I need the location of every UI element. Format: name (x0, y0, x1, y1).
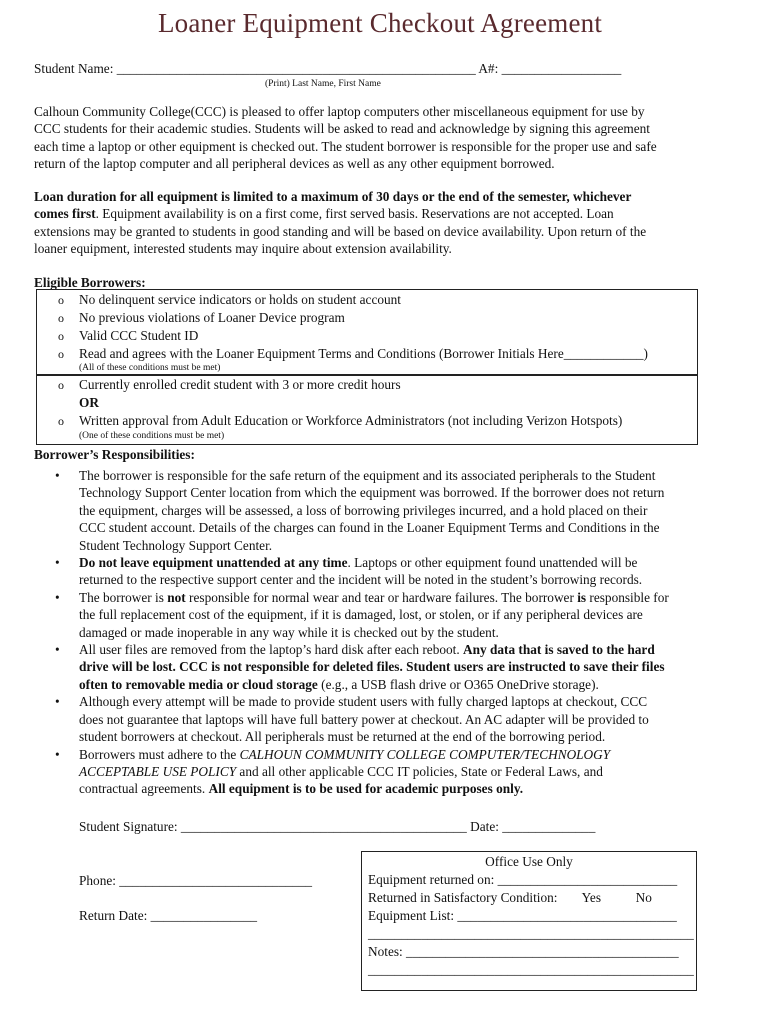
satisfactory-condition-row: Returned in Satisfactory Condition: Yes No (368, 890, 652, 905)
list-item: • Borrowers must adhere to the CALHOUN COMMUNITY COLLEGE COMPUTER/TECHNOLOGY ACCEPTABLE USE POLICY and all other applicable CCC IT policies, State or Federal Laws, and contractual agreements. All equipment is to be used for academic purposes only. (55, 746, 611, 797)
yes-option[interactable]: Yes (581, 890, 601, 905)
eligible-item: o No delinquent service indicators or holds on student account (58, 292, 402, 307)
page-title: Loaner Equipment Checkout Agreement (157, 8, 603, 38)
notes-blank[interactable]: _________________________________________________ (368, 962, 694, 977)
bullet-icon: • (55, 589, 60, 605)
list-item: • Although every attempt will be made to provide student users with fully charged laptops at checkout, CCC does not guarantee that laptops will have full battery power at checkout. An AC adapter will be provided to student borrowers at checkout. All peripherals must be returned at the end of the borrowing period. (55, 694, 649, 745)
equipment-returned-field[interactable]: Equipment returned on: ___________________________ (368, 872, 678, 887)
intro-line: CCC students for their academic studies. Students will be asked to read and acknowledge by signing this agreement (34, 121, 650, 137)
list-item: • The borrower is not responsible for normal wear and tear or hardware failures. The borrower is responsible for the full replacement cost of the equipment, if it is damaged, lost, or stolen, or if any peripheral devices are damaged or made inoperable in any way while it is checked out by the student. (55, 589, 669, 640)
bullet-icon: • (55, 468, 60, 483)
eligible-item: o No previous violations of Loaner Device program (58, 310, 345, 325)
group-1-note: (All of these conditions must be met) (79, 363, 221, 373)
office-use-box (361, 851, 697, 991)
notes-field[interactable]: Notes: _________________________________________ (368, 944, 679, 959)
bullet-icon: • (55, 555, 60, 571)
loan-text: . Equipment availability is on a first come, first served basis. Reservations are not accepted. Loan (95, 206, 614, 222)
bullet-icon: o (58, 311, 64, 325)
or-label: OR (79, 395, 99, 410)
list-item: • Do not leave equipment unattended at any time. Laptops or other equipment found unattended will be returned to the respective support center and the incident will be noted in the student’s borrowing records. (55, 555, 643, 588)
student-name-hint: (Print) Last Name, First Name (265, 79, 381, 89)
return-date-field[interactable]: Return Date: ________________ (79, 908, 258, 923)
list-item: • All user files are removed from the laptop’s hard disk after each reboot. Any data that is saved to the hard drive will be lost. CCC is not responsible for deleted files. Student users are instructed to save their files often to removable media or cloud storage (e.g., a USB flash drive or O365 OneDrive storage). (55, 642, 665, 692)
eligible-item: o Currently enrolled credit student with 3 or more credit hours (58, 377, 401, 392)
loan-text: extensions may be granted to students in good standing and will be based on device availability. Upon return of the (34, 223, 647, 239)
eligible-item: o Read and agrees with the Loaner Equipment Terms and Conditions (Borrower Initials Here____________) (58, 346, 648, 361)
responsibilities-list (55, 467, 735, 798)
bullet-icon: • (55, 642, 60, 658)
student-signature-field[interactable]: Student Signature: ___________________________________________ Date: ______________ (79, 819, 596, 834)
responsibilities-heading: Borrower’s Responsibilities: (34, 447, 195, 462)
bullet-icon: o (58, 378, 64, 392)
loan-duration-bold: Loan duration for all equipment is limited to a maximum of 30 days or the end of the semester, whichever (34, 189, 632, 204)
intro-paragraph (34, 103, 724, 172)
office-use-heading: Office Use Only (485, 854, 573, 869)
comes-first-bold: comes first (34, 206, 96, 222)
phone-field[interactable]: Phone: _____________________________ (79, 873, 313, 888)
bullet-icon: • (55, 694, 60, 710)
equipment-list-blank[interactable]: _________________________________________________ (368, 926, 694, 941)
bullet-icon: • (55, 746, 60, 762)
equipment-list-field[interactable]: Equipment List: _________________________________ (368, 908, 677, 923)
group-2-note: (One of these conditions must be met) (79, 431, 225, 441)
intro-line: Calhoun Community College(CCC) is pleased to offer laptop computers other miscellaneous equipment for use by (34, 104, 645, 119)
loan-text: loaner equipment, interested students may inquire about extension availability. (34, 240, 452, 256)
bullet-icon: o (58, 293, 64, 307)
student-name-line: Student Name: ______________________________________________________ A#: __________________ (34, 61, 622, 76)
eligible-heading: Eligible Borrowers: (34, 275, 146, 290)
intro-line: return of the laptop computer and all peripheral devices as well as any other equipment borrowed. (34, 155, 555, 171)
loan-paragraph (34, 188, 724, 257)
eligible-item: o Written approval from Adult Education or Workforce Administrators (not including Verizon Hotspots) (58, 413, 623, 428)
bullet-icon: o (58, 329, 64, 343)
eligible-item: o Valid CCC Student ID (58, 328, 199, 343)
bullet-icon: o (58, 414, 64, 428)
intro-line: each time a laptop or other equipment is checked out. The student borrower is responsible for the proper use and safe (34, 138, 657, 154)
list-item: • The borrower is responsible for the safe return of the equipment and its associated peripherals to the Student Technology Support Center location from which the equipment was borrowed. If the borrower does not return the equipment, charges will be assessed, a loss of borrowing privileges incurred, and a hold placed on their CCC student account. Details of the charges can found in the Loaner Equipment Terms and Conditions in the Student Technology Support Center. (55, 468, 665, 553)
no-option[interactable]: No (635, 890, 652, 905)
bullet-icon: o (58, 347, 64, 361)
